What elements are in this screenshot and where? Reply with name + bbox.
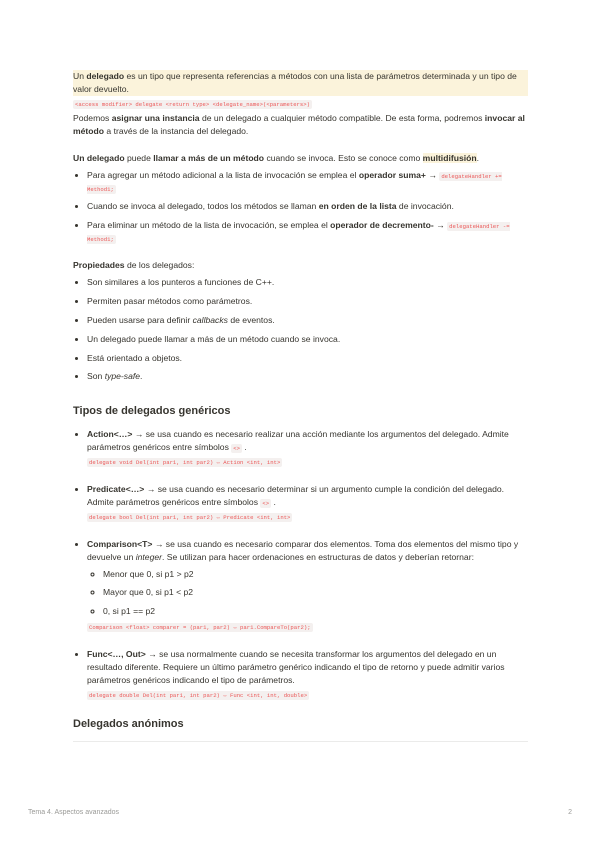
text: Pueden usarse para definir — [87, 314, 193, 325]
bold-un-delegado: Un delegado — [73, 152, 125, 163]
text: Permiten pasar métodos como parámetros. — [87, 295, 253, 306]
func-item — [87, 648, 528, 700]
generics-list — [73, 428, 528, 700]
text: → se usa cuando es necesario comparar dos elementos. Toma dos elementos del mismo tipo y devuelve un — [87, 538, 519, 562]
text: Podemos — [73, 112, 112, 123]
bold-func: Func<…, Out> — [87, 649, 146, 660]
text: → se usa cuando es necesario determinar si un argumento cumple la condición del delegado. Admite parámetros genéricos entre símbolos — [87, 483, 505, 507]
code-example: delegate bool Del(int par1, int par2) ⇔ Predicate <int, int> — [89, 513, 291, 521]
page-footer — [28, 808, 572, 819]
bold-predicate: Predicate<…> — [87, 483, 145, 494]
intro-paragraph — [73, 70, 528, 96]
bold-propiedades: Propiedades — [73, 260, 125, 271]
bold: en orden de la lista — [318, 201, 397, 212]
text: cuando se invoca. Esto se conoce como — [264, 152, 423, 163]
list-item — [87, 276, 528, 289]
footer-title: Tema 4. Aspectos avanzados — [28, 809, 120, 816]
text: . Se utilizan para hacer ordenaciones en estructuras de datos y deberían retornar: — [162, 551, 474, 562]
document-body — [73, 70, 528, 742]
intro-text: Un — [73, 71, 87, 81]
list-item: ◦ Menor que 0, si p1 > p2 — [103, 568, 528, 581]
action-item — [87, 428, 528, 467]
props-list — [73, 276, 528, 383]
instance-paragraph — [73, 112, 528, 138]
generics-heading: Tipos de delegados genéricos — [73, 405, 231, 418]
text: Para eliminar un método de la lista de invocación, se emplea el — [87, 220, 331, 231]
list-item: ◦ 0, si p1 == p2 — [103, 605, 528, 618]
multicast-list — [73, 169, 528, 245]
text: Un delegado puede llamar a más de un método cuando se invoca. — [87, 333, 341, 344]
text: → — [425, 169, 440, 180]
predicate-item — [87, 483, 528, 522]
code-snippet: <> — [233, 444, 240, 452]
text: . — [241, 441, 247, 452]
text: de un delegado a cualquier método compatible. De esta forma, podremos — [199, 112, 485, 123]
text: de eventos. — [227, 314, 275, 325]
text: Son — [87, 371, 105, 382]
italic: type-safe — [104, 371, 141, 382]
bold-asignar: asignar una instancia — [111, 112, 200, 123]
text: . — [476, 152, 480, 163]
text: puede — [124, 152, 154, 163]
divider — [73, 741, 528, 742]
bold-invocar: invocar al método — [73, 112, 525, 136]
text: Está orientado a objetos. — [87, 352, 183, 363]
list-item — [87, 370, 528, 383]
code-example: delegate double Del(int par1, int par2) ⇔ Func <int, int, double> — [89, 692, 308, 700]
text: → — [433, 220, 448, 231]
list-item — [87, 333, 528, 346]
bold-multidifusion: multidifusión — [422, 152, 477, 163]
code-snippet: delegateHandler += Method1; — [87, 172, 502, 193]
italic: integer — [135, 551, 163, 562]
code-snippet: delegateHandler -= Method1; — [87, 223, 510, 244]
bold-comparison: Comparison<T> — [87, 538, 153, 549]
text: de invocación. — [396, 201, 454, 212]
code-snippet: <> — [262, 499, 270, 507]
text: . — [140, 371, 143, 382]
text: Cuando se invoca al delegado, todos los métodos se llaman — [87, 201, 319, 212]
bold: operador de decremento- — [330, 220, 434, 231]
text: Son similares a los punteros a funciones de C++. — [87, 276, 275, 287]
text: → se usa normalmente cuando se necesita transformar los argumentos del delegado en un resultado diferente. Requiere un último parámetro genérico indicando el tipo de retorno y puede admitir varios parámetros genéricos indicando el tipo de parámetros. — [87, 649, 505, 686]
comparison-sublist — [87, 568, 528, 619]
text: . — [271, 496, 276, 507]
code-example: Comparison <float> comparer = (par1, par2) ⇔ par1.CompareTo(par2); — [89, 624, 311, 632]
list-item — [87, 200, 528, 213]
list-item — [87, 295, 528, 308]
list-item — [87, 219, 528, 245]
list-item — [87, 169, 528, 195]
bold-action: Action<…> — [87, 428, 133, 439]
italic: callbacks — [192, 314, 228, 325]
bold-llamar: llamar a más de un método — [153, 152, 265, 163]
list-item — [87, 352, 528, 365]
list-item: ◦ Mayor que 0, si p1 < p2 — [103, 586, 528, 599]
text: → se usa cuando es necesario realizar una acción mediante los argumentos del delegado. Admite parámetros genéricos entre símbolos — [87, 428, 509, 452]
code-example: delegate void Del(int par1, int par2) ⇔ Action <int, int> — [89, 458, 281, 466]
text: a través de la instancia del delegado. — [104, 125, 249, 136]
intro-bold-delegado: delegado — [86, 71, 125, 81]
intro-text-rest: es un tipo que representa referencias a métodos con una lista de parámetros determinada y un tipo de valor devuelto. — [73, 71, 517, 94]
comparison-item — [87, 538, 528, 633]
anon-heading: Delegados anónimos — [73, 718, 184, 731]
props-title — [73, 259, 528, 272]
multicast-paragraph — [73, 152, 528, 165]
text: Para agregar un método adicional a la lista de invocación se emplea el — [87, 169, 359, 180]
list-item — [87, 314, 528, 327]
bold: operador suma+ — [358, 169, 426, 180]
syntax-code: <access modifier> delegate <return type> <delegate_name>(<parameters>) — [75, 100, 310, 108]
text: de los delegados: — [124, 260, 195, 271]
page-number: 2 — [568, 809, 572, 816]
